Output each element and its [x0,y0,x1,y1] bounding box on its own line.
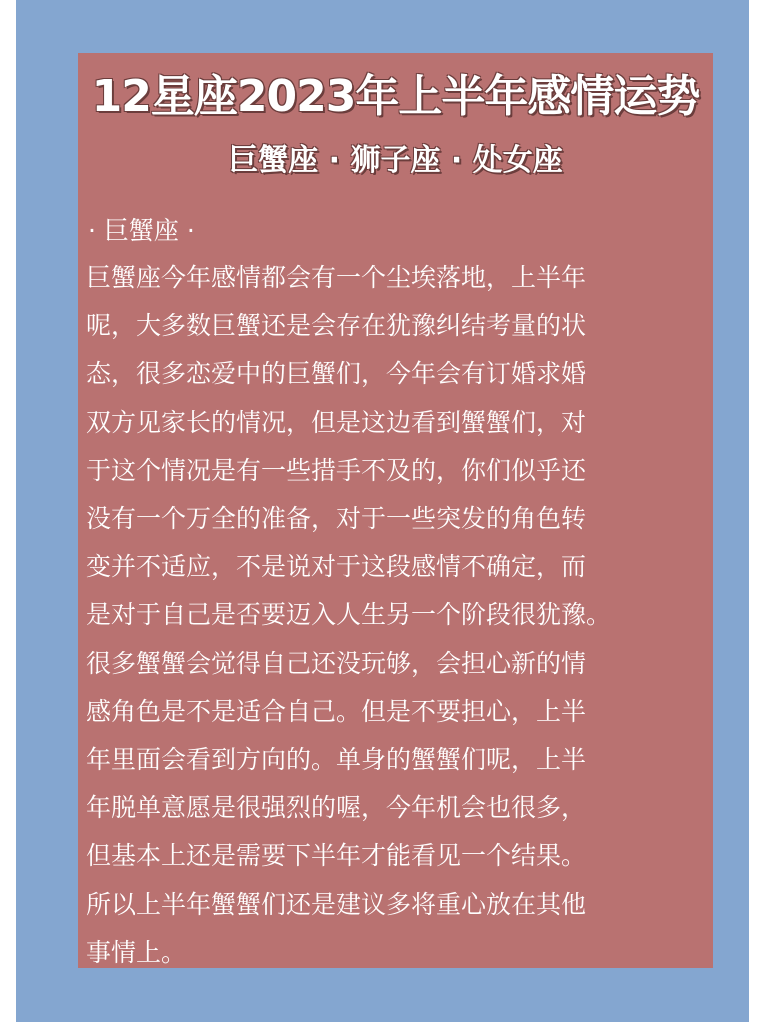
body-line: 年脱单意愿是很强烈的喔，今年机会也很多， [86,793,587,823]
body-line: 很多蟹蟹会觉得自己还没玩够，会担心新的情 [86,648,587,678]
body-line: 态，很多恋爱中的巨蟹们，今年会有订婚求婚 [86,359,587,389]
body-text [86,254,708,977]
body-line: 事情上。 [86,937,187,967]
body-line: 于这个情况是有一些措手不及的，你们似乎还 [86,455,587,485]
body-line: 呢，大多数巨蟹还是会存在犹豫纠结考量的状 [86,311,587,341]
body-line: 年里面会看到方向的。单身的蟹蟹们呢，上半 [86,745,587,775]
background-frame [16,0,749,1022]
body-line: 感角色是不是适合自己。但是不要担心，上半 [86,696,587,726]
section-heading: · 巨蟹座 · [88,216,195,245]
body-line: 是对于自己是否要迈入人生另一个阶段很犹豫。 [86,600,612,630]
page-subtitle: 巨蟹座 · 狮子座 · 处女座 [228,143,563,178]
body-line: 没有一个万全的准备，对于一些突发的角色转 [86,504,587,534]
body-line: 所以上半年蟹蟹们还是建议多将重心放在其他 [86,889,587,919]
page-title: 12星座2023年上半年感情运势 [91,71,700,122]
body-line: 但基本上还是需要下半年才能看见一个结果。 [86,841,587,871]
body-line: 巨蟹座今年感情都会有一个尘埃落地，上半年 [86,263,587,292]
content-card [78,53,713,968]
body-line: 双方见家长的情况，但是这边看到蟹蟹们，对 [86,407,587,437]
body-line: 变并不适应，不是说对于这段感情不确定，而 [86,552,587,582]
